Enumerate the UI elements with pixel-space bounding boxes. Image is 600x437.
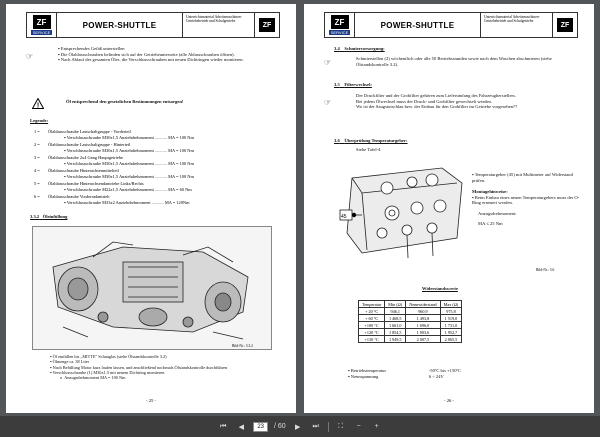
header-subtitle: Unterrichtsmaterial Arbeitsmaschinen-Getriebebetrieb und Schulgetriebe xyxy=(481,13,553,37)
legend-item: 6 = Ölablassschraube Vorderradantrieb xyxy=(34,194,110,199)
header-title: POWER-SHUTTLE xyxy=(57,13,183,37)
left-page xyxy=(6,4,296,413)
right-page xyxy=(304,4,594,413)
page-number: - 26 - xyxy=(444,398,454,403)
header-subtitle: Unterrichtsmaterial Arbeitsmaschinen-Getriebebetrieb und Schulgetriebe xyxy=(183,13,255,37)
image-caption: Bild-Nr.: 3.6 xyxy=(536,268,555,272)
toolbar-divider xyxy=(328,422,329,432)
legend-title: Legende: xyxy=(30,118,49,123)
fit-page-icon[interactable]: ⛶ xyxy=(338,422,344,430)
hand-pointer-icon: ☞ xyxy=(324,98,332,107)
section-heading: 3.3.2 Öleinfüllung xyxy=(30,214,68,219)
page-header xyxy=(26,12,280,38)
transmission-drawing xyxy=(33,227,271,349)
legend-sub: ▪ Verschlussschraube M30x1,5 Anziehdrehmoment ........... MA = 100 Nm xyxy=(64,148,194,153)
legend-sub: ▪ Verschlussschraube M30x1,5 Anziehdrehmoment ........... MA = 100 Nm xyxy=(64,161,194,166)
side-instructions: ▪ Temperaturgeber (45) mit Multimeter auf Widerstand prüfen. Montagehinweise: ▪ Beim Einbau eines neuen Temperaturgebers muss der O-Ring erneuert werden. Anzugsdrehmoment: MA ≤ 25 Nm xyxy=(472,172,580,226)
image-caption: Bild-Nr.: 3.3.2 xyxy=(232,344,253,348)
hand-pointer-icon: ☞ xyxy=(324,58,332,67)
warning-text: Öl entsprechend den gesetzlichen Bestimmungen entsorgen! xyxy=(66,99,184,104)
spec-list: ▪ Betriebstemperatur -50ºC bis +150ºC ▪ Nennspannung 6 ÷ 24V xyxy=(348,368,462,379)
table-row: +120 °C 1 854,5 1 903,6 1 952,7 xyxy=(359,329,462,336)
valve-block-drawing xyxy=(332,158,468,266)
legend-sub: ▪ Verschlussschraube M33x2 Anziehdrehmoment ........... MA = 120Nm xyxy=(64,200,190,205)
page-header xyxy=(324,12,578,38)
legend-item: 1 = Ölablassschraube Lastschaltgruppe - Vorderteil xyxy=(34,129,131,134)
first-page-button[interactable]: ⏮ xyxy=(220,422,227,430)
legend-item: 2 = Ölablassschraube Lastschaltgruppe - Hinterteil xyxy=(34,142,131,147)
page-number: - 25 - xyxy=(146,398,156,403)
zoom-in-icon[interactable]: + xyxy=(374,423,379,430)
hand-pointer-icon: ☞ xyxy=(26,52,34,61)
resistance-table xyxy=(358,300,462,343)
svg-text:45: 45 xyxy=(341,214,347,220)
svg-text:!: ! xyxy=(36,102,40,109)
legend-sub: ▪ Verschlussschraube M30x1,5 Anziehdrehmoment ........... MA = 100 Nm xyxy=(64,135,194,140)
table-header-row: Temperatur Min (Ω) Nennwiderstand Max (Ω) xyxy=(359,301,462,308)
page-number-input[interactable]: 23 xyxy=(253,422,268,432)
zf-logo: ZF xyxy=(553,13,577,37)
last-page-button[interactable]: ⏭ xyxy=(312,422,319,430)
pdf-toolbar xyxy=(0,416,600,437)
section-heading: 3.6 Überprüfung Temperaturgeber: xyxy=(334,138,408,143)
previous-page-button[interactable]: ◀ xyxy=(238,423,244,431)
zf-logo: ZF xyxy=(255,13,279,37)
header-title: POWER-SHUTTLE xyxy=(355,13,481,37)
legend-item: 4 = Ölablassschraube Hinterachsenmittelteil xyxy=(34,168,119,173)
section-text: Siehe Tafel-4 xyxy=(356,147,381,152)
table-row: + 20 °C 946,1 960,9 975,8 xyxy=(359,308,462,315)
total-pages: / 60 xyxy=(274,423,286,430)
legend-item: 3 = Ölablassschraube 2x4 Gang Hauptgetriebe xyxy=(34,155,123,160)
zoom-out-icon[interactable]: − xyxy=(356,423,361,430)
table-title: Widerstandswerte xyxy=(422,286,458,291)
valve-block-diagram xyxy=(332,158,468,266)
zf-service-logo: ZF SERVICE xyxy=(325,13,355,37)
section-text: Der Druckfilter und der Grobfilter gehören zum Lieferumfang des Fahrzeugherstellers. Bei jedem Ölwechsel muss der Druck- und Grobfilter gewechselt werden. Wo ist der Saugstutschlau bzw. der Einbau für den Grobfilter im Getriebe vorgesehen?? xyxy=(356,93,518,110)
section-heading: 3.5 Filterwechsel: xyxy=(334,82,372,87)
legend-item: 5 = Ölablassschraube Hinterachsendantriebe Links/Rechts xyxy=(34,181,144,186)
warning-icon xyxy=(32,96,44,114)
legend-sub: ▪ Verschlussschraube M30x1,5 Anziehdrehmoment ........... MA = 100 Nm xyxy=(64,174,194,179)
bullet-list-top: ▪ Entsprechendes Gefäß unterstellen ▪ Die Ölablassschrauben befinden sich auf der Getriebeunterseite (alle Ablassschrauben öffnen). ▪ Nach Ablauf des gesamten Öles, die Verschlussschrauben mit neuen Dichtringen wieder montieren. xyxy=(58,46,244,63)
zf-service-logo: ZF SERVICE xyxy=(27,13,57,37)
next-page-button[interactable]: ▶ xyxy=(294,423,301,431)
bullet-list-bottom: ▪ Öl einfüllen bis „MITTE" Schauglas (siehe Ölstandskontrolle 3.2) ▪ Ölmenge ca. 38 Liter ▪ Nach Befüllung Motor kurz laufen lassen, und anschließend nochmals Ölstandskontrolle durchführen ▪ Verschlussschraube (1) M30x1,5 mit neuem Dichtring montieren o Anzugsdrehmoment MA = 100 Nm xyxy=(50,354,228,381)
table-row: + 60 °C 1 468,5 1 493,8 1 519,0 xyxy=(359,315,462,322)
table-row: +130 °C 1 949,5 2 007,5 2 065,5 xyxy=(359,336,462,343)
section-text: Schmierstellen (2) wöchentlich oder alle 50 Betriebsstunden sowie nach dem Waschen abschmieren (siehe Ölstandskontrolle 3.2). xyxy=(356,56,552,67)
section-heading: 3.4 Schmiervorsorgung: xyxy=(334,46,385,51)
table-row: +100 °C 1 661,0 1 696,0 1 731,0 xyxy=(359,322,462,329)
transmission-diagram xyxy=(32,226,272,350)
legend-sub: ▪ Verschlussschraube M22x1,5 Anziehdrehmoment ........... MA = 60 Nm xyxy=(64,187,192,192)
